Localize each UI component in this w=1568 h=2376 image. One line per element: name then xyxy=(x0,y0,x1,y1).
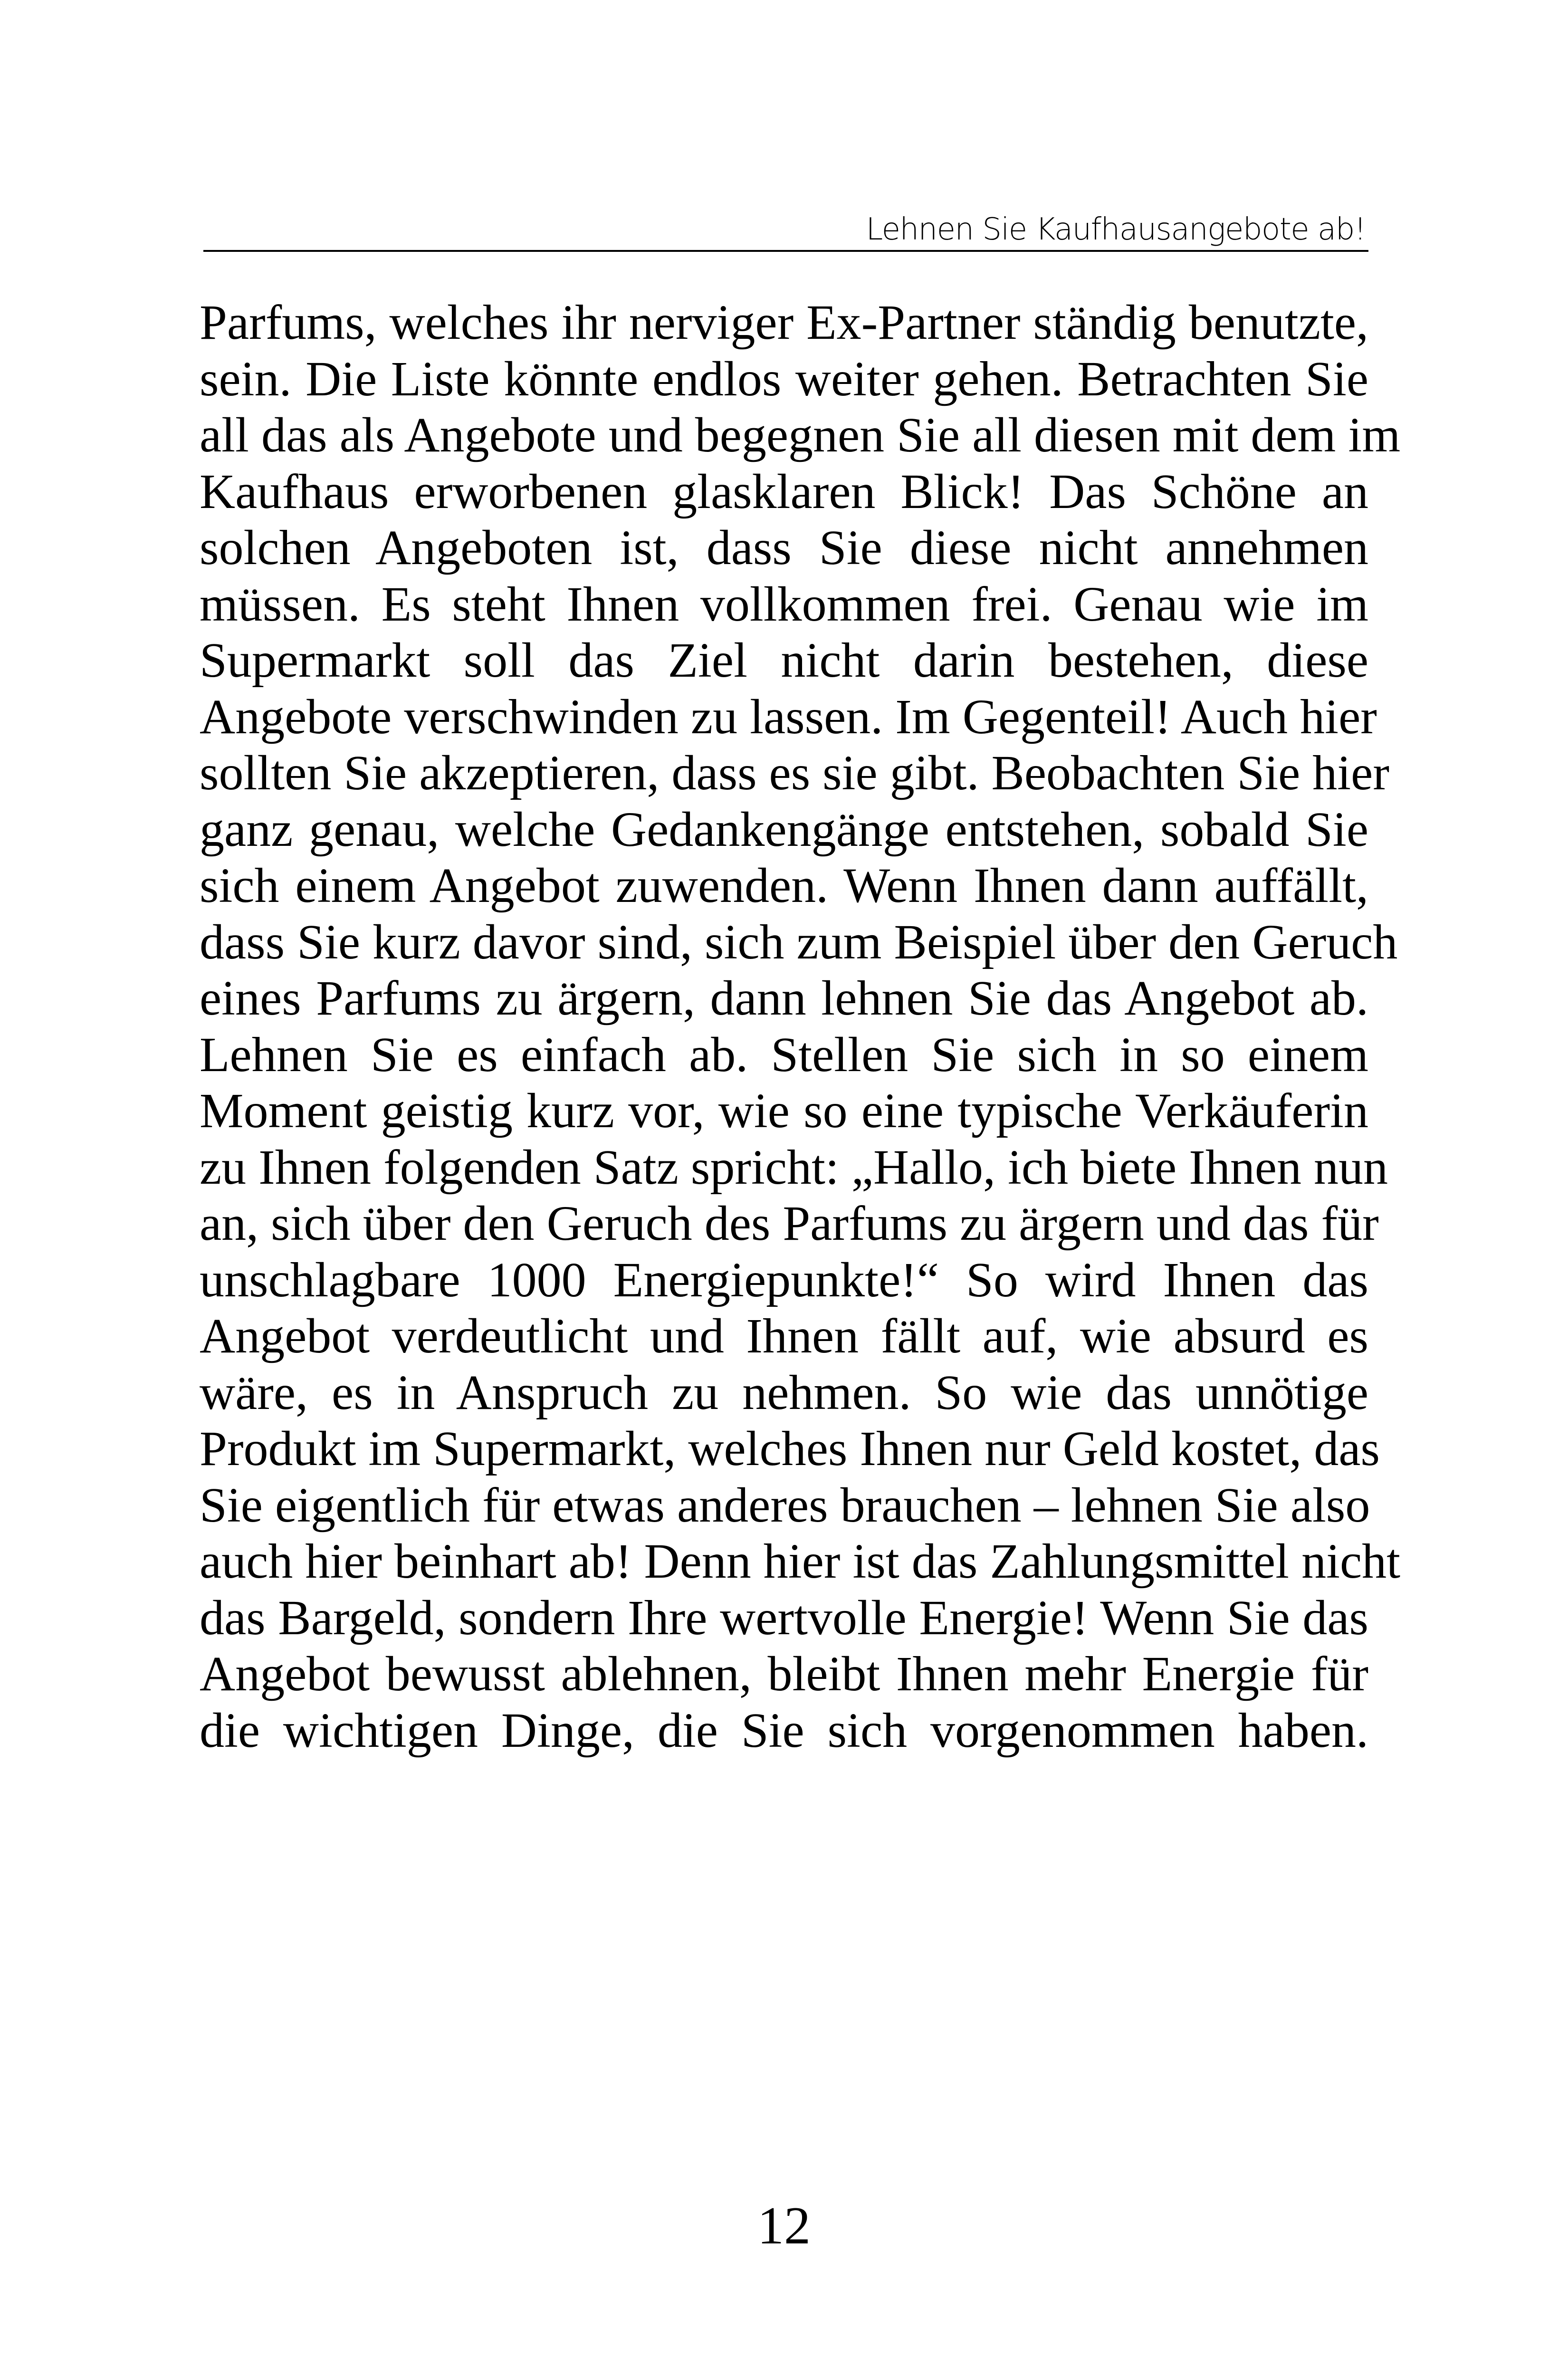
text-line: all das als Angebote und begegnen Sie all diesen mit dem im xyxy=(200,408,1401,462)
text-line: Angebot bewusst ablehnen, bleibt Ihnen mehr Energie für xyxy=(200,1647,1368,1701)
text-line: an, sich über den Geruch des Parfums zu ärgern und das für xyxy=(200,1196,1379,1251)
text-line: Kaufhaus erworbenen glasklaren Blick! Das Schöne an xyxy=(200,464,1368,519)
running-head xyxy=(203,212,1368,252)
body-paragraph xyxy=(200,295,1401,1759)
text-line: die wichtigen Dinge, die Sie sich vorgenommen haben. xyxy=(200,1703,1368,1758)
text-line: sein. Die Liste könnte endlos weiter gehen. Betrachten Sie xyxy=(200,351,1368,406)
text-line: dass Sie kurz davor sind, sich zum Beispiel über den Geruch xyxy=(200,914,1398,969)
text-line: Sie eigentlich für etwas anderes brauchen – lehnen Sie also xyxy=(200,1477,1370,1533)
text-line: müssen. Es steht Ihnen vollkommen frei. Genau wie im xyxy=(200,576,1368,632)
text-line: Produkt im Supermarkt, welches Ihnen nur Geld kostet, das xyxy=(200,1421,1380,1476)
text-line: Angebote verschwinden zu lassen. Im Gegenteil! Auch hier xyxy=(200,689,1377,744)
text-line: zu Ihnen folgenden Satz spricht: „Hallo, ich biete Ihnen nun xyxy=(200,1140,1388,1195)
running-head-title: Lehnen Sie Kaufhausangebote ab! xyxy=(866,212,1366,247)
text-line: auch hier beinhart ab! Denn hier ist das Zahlungsmittel nicht xyxy=(200,1534,1401,1589)
text-line: sollten Sie akzeptieren, dass es sie gibt. Beobachten Sie hier xyxy=(200,746,1389,800)
text-line: Moment geistig kurz vor, wie so eine typische Verkäuferin xyxy=(200,1083,1368,1138)
text-line: eines Parfums zu ärgern, dann lehnen Sie das Angebot ab. xyxy=(200,971,1368,1025)
text-line: Supermarkt soll das Ziel nicht darin bestehen, diese xyxy=(200,633,1368,688)
text-line: Parfums, welches ihr nerviger Ex-Partner ständig benutzte, xyxy=(200,295,1368,350)
text-line: Lehnen Sie es einfach ab. Stellen Sie sich in so einem xyxy=(200,1027,1368,1082)
page-number: 12 xyxy=(757,2196,811,2255)
text-line: unschlagbare 1000 Energiepunkte!“ So wird Ihnen das xyxy=(200,1252,1368,1307)
text-line: ganz genau, welche Gedankengänge entstehen, sobald Sie xyxy=(200,802,1368,857)
text-line: das Bargeld, sondern Ihre wertvolle Energie! Wenn Sie das xyxy=(200,1590,1368,1645)
text-line: solchen Angeboten ist, dass Sie diese nicht annehmen xyxy=(200,520,1368,575)
text-line: sich einem Angebot zuwenden. Wenn Ihnen dann auffällt, xyxy=(200,858,1368,913)
text-line: wäre, es in Anspruch zu nehmen. So wie das unnötige xyxy=(200,1365,1368,1420)
text-line: Angebot verdeutlicht und Ihnen fällt auf, wie absurd es xyxy=(200,1309,1368,1363)
